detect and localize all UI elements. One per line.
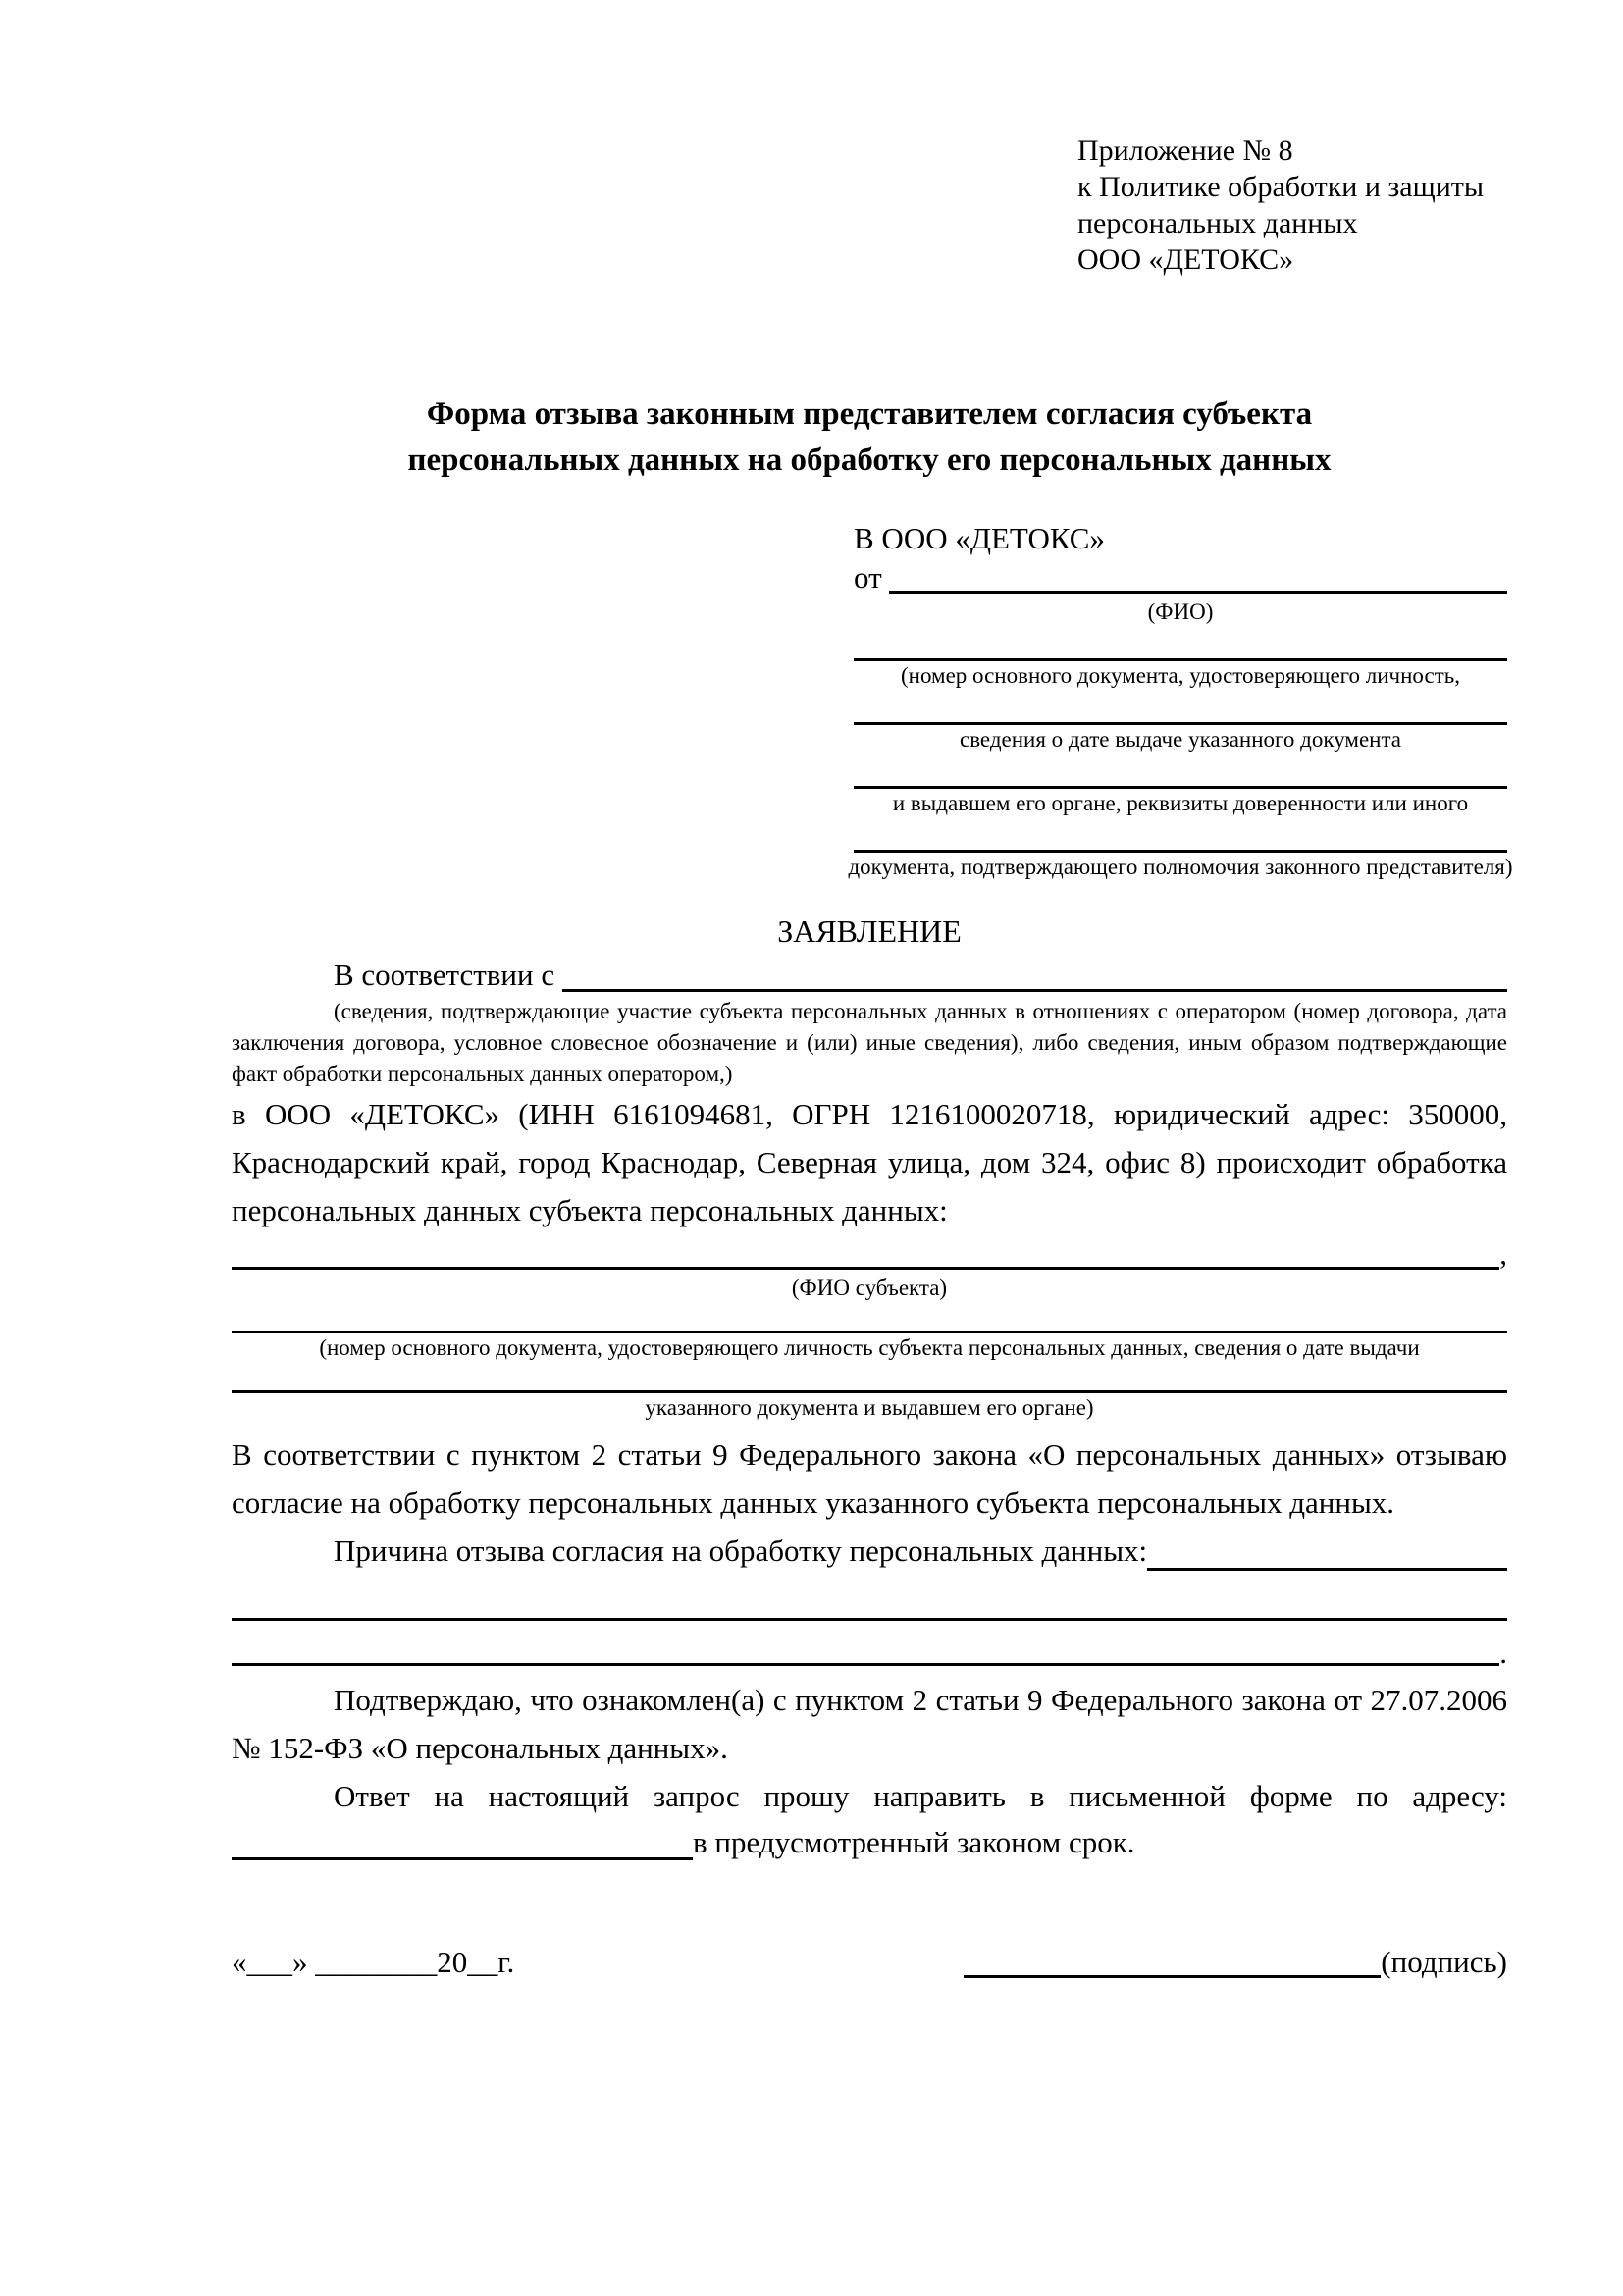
intro-label: В соответствии с [334,958,562,992]
doc-caption-row-2 [854,725,1507,755]
reply-row [232,1820,1507,1865]
annex-line-2: к Политике обработки и защиты [1077,171,1485,203]
from-label: от [854,560,890,595]
reply-fill-line [232,1820,693,1860]
reason-blank-row-2 [232,1637,1507,1670]
signature-caption: (подпись) [1381,1945,1507,1979]
reason-blank-line-2 [232,1663,1499,1666]
reason-label: Причина отзыва согласия на обработку персональных данных: [334,1534,1148,1568]
reason-row [232,1527,1507,1575]
annex-line-1: Приложение № 8 [1077,134,1293,167]
intro-row [232,955,1507,996]
reply-tail: в предусмотренный законом срок. [693,1825,1135,1859]
signature-fill-line [964,1975,1381,1978]
footer-row [232,1942,1507,1983]
subject-doc-caption-1: (номер основного документа, удостоверяющего личность субъекта персональных данных, сведения о дате выдачи [319,1335,1420,1360]
doc-caption-3: и выдавшем его органе, реквизиты доверенности или иного [892,791,1469,815]
annex-line-3: персональных данных [1077,207,1358,239]
blank-line-terminator: . [1499,1636,1507,1670]
reason-blank-line-1 [232,1618,1507,1621]
form-title-line-1: Форма отзыва законным представителем согласия субъекта [426,396,1313,432]
addressee-to: В ООО «ДЕТОКС» [854,521,1105,555]
doc-caption-row-4 [848,853,1513,882]
annex-block [1077,132,1507,278]
withdraw-paragraph: В соответствии с пунктом 2 статьи 9 Федерального закона «О персональных данных» отзываю согласие на обработку персональных данных указанного субъекта персональных данных. [232,1437,1507,1520]
subject-fio-caption: (ФИО субъекта) [791,1276,948,1300]
subject-doc-caption-2: указанного документа и выдавшем его органе) [645,1395,1094,1420]
subject-doc-caption-row-2 [232,1393,1507,1423]
subject-doc-caption-row-1 [232,1333,1507,1363]
form-title [232,391,1507,484]
fio-caption: (ФИО) [1147,600,1214,624]
subject-fio-fill-line [232,1267,1499,1270]
date-line: «___» ________20__г. [232,1945,515,1979]
from-fill-line [889,558,1507,594]
fio-caption-row [854,598,1507,627]
doc-caption-1: (номер основного документа, удостоверяющего личность, [900,663,1460,688]
subject-fio-caption-row [232,1274,1507,1303]
reply-line: Ответ на настоящий запрос прошу направить в письменной форме по адресу: [334,1779,1507,1813]
statement-heading: ЗАЯВЛЕНИЕ [777,913,962,949]
doc-caption-row-3 [854,789,1507,818]
subject-fio-row [232,1234,1507,1274]
annex-line-4: ООО «ДЕТОКС» [1077,243,1294,276]
doc-caption-4: документа, подтверждающего полномочия законного представителя) [848,855,1513,879]
intro-note: (сведения, подтверждающие участие субъекта персональных данных в отношениях с оператором (номер договора, дата заключения договора, условное словесное обозначение и (или) иные сведения), либо сведения, иным образом подтверждающие факт обработки персональных данных оператором,) [232,999,1507,1086]
reason-fill-line [1147,1527,1507,1571]
doc-caption-2: сведения о дате выдаче указанного документа [959,727,1402,752]
intro-fill-line [562,955,1507,992]
from-row [854,558,1507,598]
doc-caption-row-1 [854,661,1507,691]
addressee-block [848,519,1513,882]
operator-paragraph: в ООО «ДЕТОКС» (ИНН 6161094681, ОГРН 1216100020718, юридический адрес: 350000, Краснодарский край, город Краснодар, Северная улица, дом 324, офис 8) происходит обработка персональных данных субъекта персональных данных: [232,1097,1507,1227]
form-title-line-2: персональных данных на обработку его персональных данных [407,443,1332,478]
confirm-paragraph: Подтверждаю, что ознакомлен(а) с пунктом 2 статьи 9 Федерального закона от 27.07.2006 № 152-ФЗ «О персональных данных». [232,1683,1507,1765]
subject-comma: , [1499,1236,1507,1271]
